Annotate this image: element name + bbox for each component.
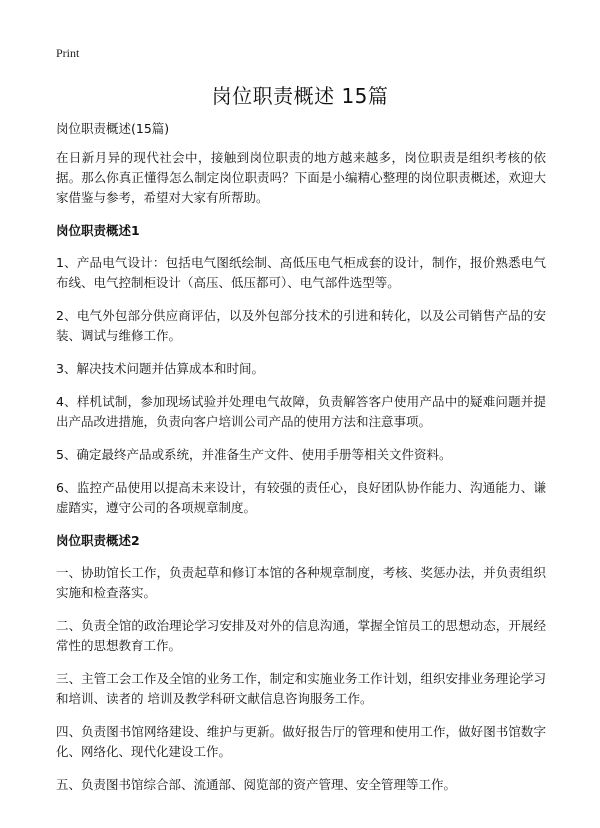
list-item: 五、负责图书馆综合部、流通部、阅览部的资产管理、安全管理等工作。: [56, 777, 457, 792]
print-label: Print: [56, 46, 80, 60]
document-subtitle: 岗位职责概述(15篇): [56, 121, 170, 136]
list-item: 3、解决技术问题并估算成本和时间。: [56, 361, 264, 376]
section-heading: 岗位职责概述1: [56, 223, 140, 238]
section-heading: 岗位职责概述2: [56, 533, 140, 548]
list-item: 6、监控产品使用以提高未来设计，有较强的责任心，良好团队协作能力、沟通能力、谦虚踏实，遵守公司的各项规章制度。: [56, 480, 546, 515]
list-item: 二、负责全馆的政治理论学习安排及对外的信息沟通，掌握全馆员工的思想动态，开展经常性的思想教育工作。: [56, 618, 546, 653]
list-item: 5、确定最终产品或系统，并准备生产文件、使用手册等相关文件资料。: [56, 447, 452, 462]
list-item: 三、主管工会工作及全馆的业务工作，制定和实施业务工作计划，组织安排业务理论学习和培训、读者的 培训及教学科研文献信息咨询服务工作。: [56, 671, 546, 706]
page-title: 岗位职责概述 15篇: [211, 84, 389, 108]
list-item: 一、协助馆长工作，负责起草和修订本馆的各种规章制度，考核、奖惩办法，并负责组织实施和检查落实。: [56, 565, 546, 600]
list-item: 4、样机试制，参加现场试验并处理电气故障，负责解答客户使用产品中的疑难问题并提出产品改进措施，负责向客户培训公司产品的使用方法和注意事项。: [56, 394, 546, 429]
intro-paragraph: 在日新月异的现代社会中，接触到岗位职责的地方越来越多，岗位职责是组织考核的依据。那么你真正懂得怎么制定岗位职责吗？下面是小编精心整理的岗位职责概述，欢迎大家借鉴与参考，希望对大家有所帮助。: [56, 150, 546, 205]
document-body: [56, 120, 546, 808]
list-item: 四、负责图书馆网络建设、维护与更新。做好报告厅的管理和使用工作，做好图书馆数字化、网络化、现代化建设工作。: [56, 724, 546, 759]
list-item: 2、电气外包部分供应商评估，以及外包部分技术的引进和转化，以及公司销售产品的安装、调试与维修工作。: [56, 308, 546, 343]
list-item: 1、产品电气设计：包括电气图纸绘制、高低压电气柜成套的设计，制作，报价熟悉电气布线、电气控制柜设计（高压、低压都可）、电气部件选型等。: [56, 255, 546, 290]
